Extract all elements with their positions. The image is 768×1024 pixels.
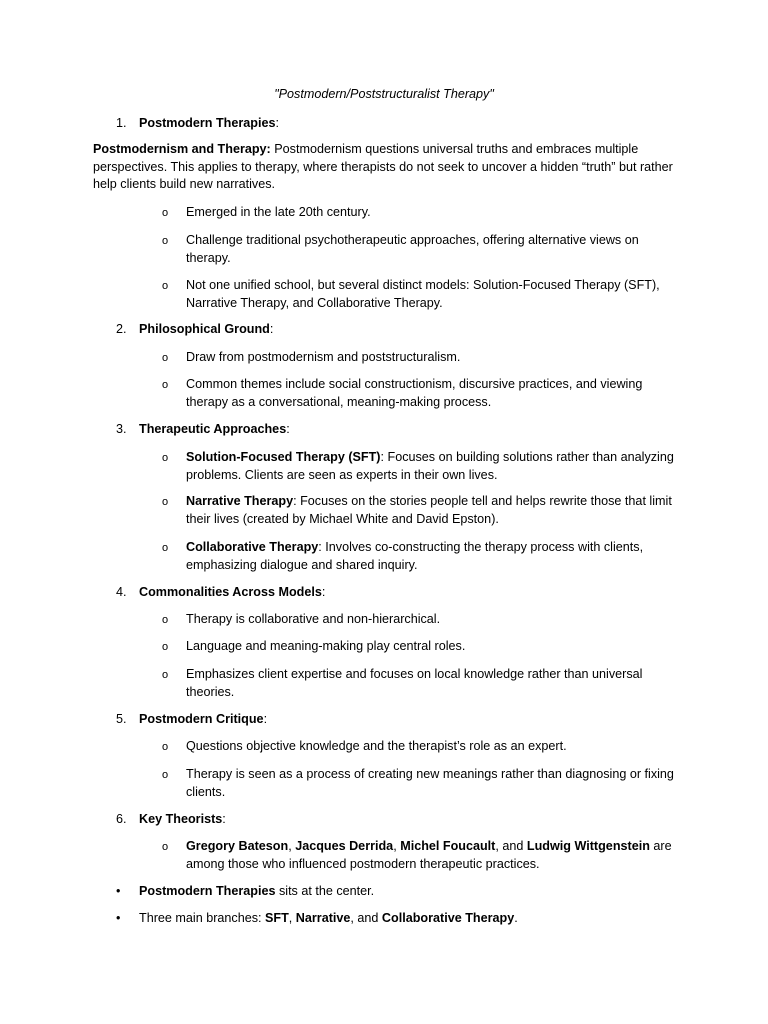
section-heading (139, 321, 273, 339)
item-text: : Involves co-constructing the therapy process with clients, emphasizing dialogue and shared inquiry. (186, 540, 644, 572)
item-text: : Focuses on building solutions rather than analyzing problems. Clients are seen as experts in their own lives. (186, 450, 674, 482)
closing-item (139, 883, 374, 901)
bullet-marker: o (162, 379, 169, 391)
section-heading (139, 811, 226, 829)
section-heading (139, 115, 279, 133)
bullet-marker: o (162, 542, 169, 554)
heading-colon: : (222, 812, 226, 826)
section-heading-text: Philosophical Ground (139, 322, 270, 336)
list-item (186, 539, 686, 574)
closing-text: Three main branches: (139, 911, 265, 925)
item-text: are among those who influenced postmodern therapeutic practices. (186, 839, 672, 871)
intro-text: Postmodernism questions universal truths and embraces multiple perspectives. This applies to therapy, where therapists do not seek to uncover a hidden “truth” but rather help clients build new narratives. (93, 142, 673, 191)
section-number: 2. (116, 322, 127, 336)
bullet-marker: o (162, 841, 169, 853)
heading-colon: : (286, 422, 290, 436)
theorist-name: Jacques Derrida (295, 839, 394, 853)
list-item: Draw from postmodernism and poststructuralism. (186, 350, 461, 364)
bullet-marker: o (162, 641, 169, 653)
separator-text: , and (350, 911, 382, 925)
section-heading (139, 711, 267, 729)
section-heading-text: Therapeutic Approaches (139, 422, 287, 436)
section-heading-text: Postmodern Critique (139, 712, 264, 726)
section-heading-text: Key Theorists (139, 812, 223, 826)
list-item: Emerged in the late 20th century. (186, 205, 371, 219)
document-title: "Postmodern/Poststructuralist Therapy" (274, 87, 494, 101)
list-item: Emphasizes client expertise and focuses on local knowledge rather than universal theories. (186, 667, 643, 699)
section-heading-text: Postmodern Therapies (139, 116, 276, 130)
separator-text: , and (495, 839, 527, 853)
theorist-name: Ludwig Wittgenstein (526, 839, 650, 853)
closing-text: sits at the center. (275, 884, 375, 898)
section-heading (139, 584, 325, 602)
closing-lead: Postmodern Therapies (139, 884, 276, 898)
bullet-marker: o (162, 352, 169, 364)
bullet-marker: o (162, 614, 169, 626)
list-item: Not one unified school, but several distinct models: Solution-Focused Therapy (SFT), Narrative Therapy, and Collaborative Therapy. (186, 278, 660, 310)
list-item: Questions objective knowledge and the therapist’s role as an expert. (186, 739, 567, 753)
bullet-marker: o (162, 741, 169, 753)
section-heading-text: Commonalities Across Models (139, 585, 322, 599)
theorist-name: Michel Foucault (400, 839, 496, 853)
bullet-marker: o (162, 207, 169, 219)
section-number: 6. (116, 812, 127, 826)
item-lead: Collaborative Therapy (186, 540, 319, 554)
separator-text: , (393, 839, 401, 853)
closing-period: . (514, 911, 518, 925)
heading-colon: : (263, 712, 268, 726)
branch-name: Collaborative Therapy (381, 911, 515, 925)
bullet-marker: o (162, 769, 169, 781)
list-item: Common themes include social constructionism, discursive practices, and viewing therapy as a conversational, meaning-making process. (186, 377, 643, 409)
bullet-dot: • (116, 911, 121, 925)
section-heading (139, 421, 290, 439)
bullet-marker: o (162, 669, 169, 681)
bullet-marker: o (162, 496, 169, 508)
intro-paragraph (93, 141, 683, 194)
bullet-marker: o (162, 452, 169, 464)
item-lead: Narrative Therapy (186, 494, 294, 508)
branch-name: SFT (265, 911, 289, 925)
closing-item (139, 910, 518, 928)
list-item (186, 493, 686, 528)
branch-name: Narrative (295, 911, 351, 925)
heading-colon: : (269, 322, 274, 336)
section-number: 3. (116, 422, 127, 436)
list-item: Therapy is seen as a process of creating new meanings rather than diagnosing or fixing clients. (186, 767, 674, 799)
list-item: Language and meaning-making play central roles. (186, 639, 466, 653)
list-item: Challenge traditional psychotherapeutic approaches, offering alternative views on therapy. (186, 233, 639, 265)
section-number: 1. (116, 116, 127, 130)
theorist-name: Gregory Bateson (186, 839, 289, 853)
separator-text: , (288, 839, 296, 853)
list-item (186, 838, 686, 873)
bullet-dot: • (116, 884, 121, 898)
item-lead: Solution-Focused Therapy (SFT) (186, 450, 381, 464)
heading-colon: : (275, 116, 279, 130)
heading-colon: : (321, 585, 326, 599)
separator-text: , (288, 911, 296, 925)
section-number: 5. (116, 712, 127, 726)
list-item: Therapy is collaborative and non-hierarchical. (186, 612, 441, 626)
list-item (186, 449, 686, 484)
bullet-marker: o (162, 235, 169, 247)
bullet-marker: o (162, 280, 169, 292)
section-number: 4. (116, 585, 127, 599)
item-text: : Focuses on the stories people tell and helps rewrite those that limit their lives (created by Michael White and David Epston). (186, 494, 672, 526)
intro-lead: Postmodernism and Therapy: (93, 142, 271, 156)
